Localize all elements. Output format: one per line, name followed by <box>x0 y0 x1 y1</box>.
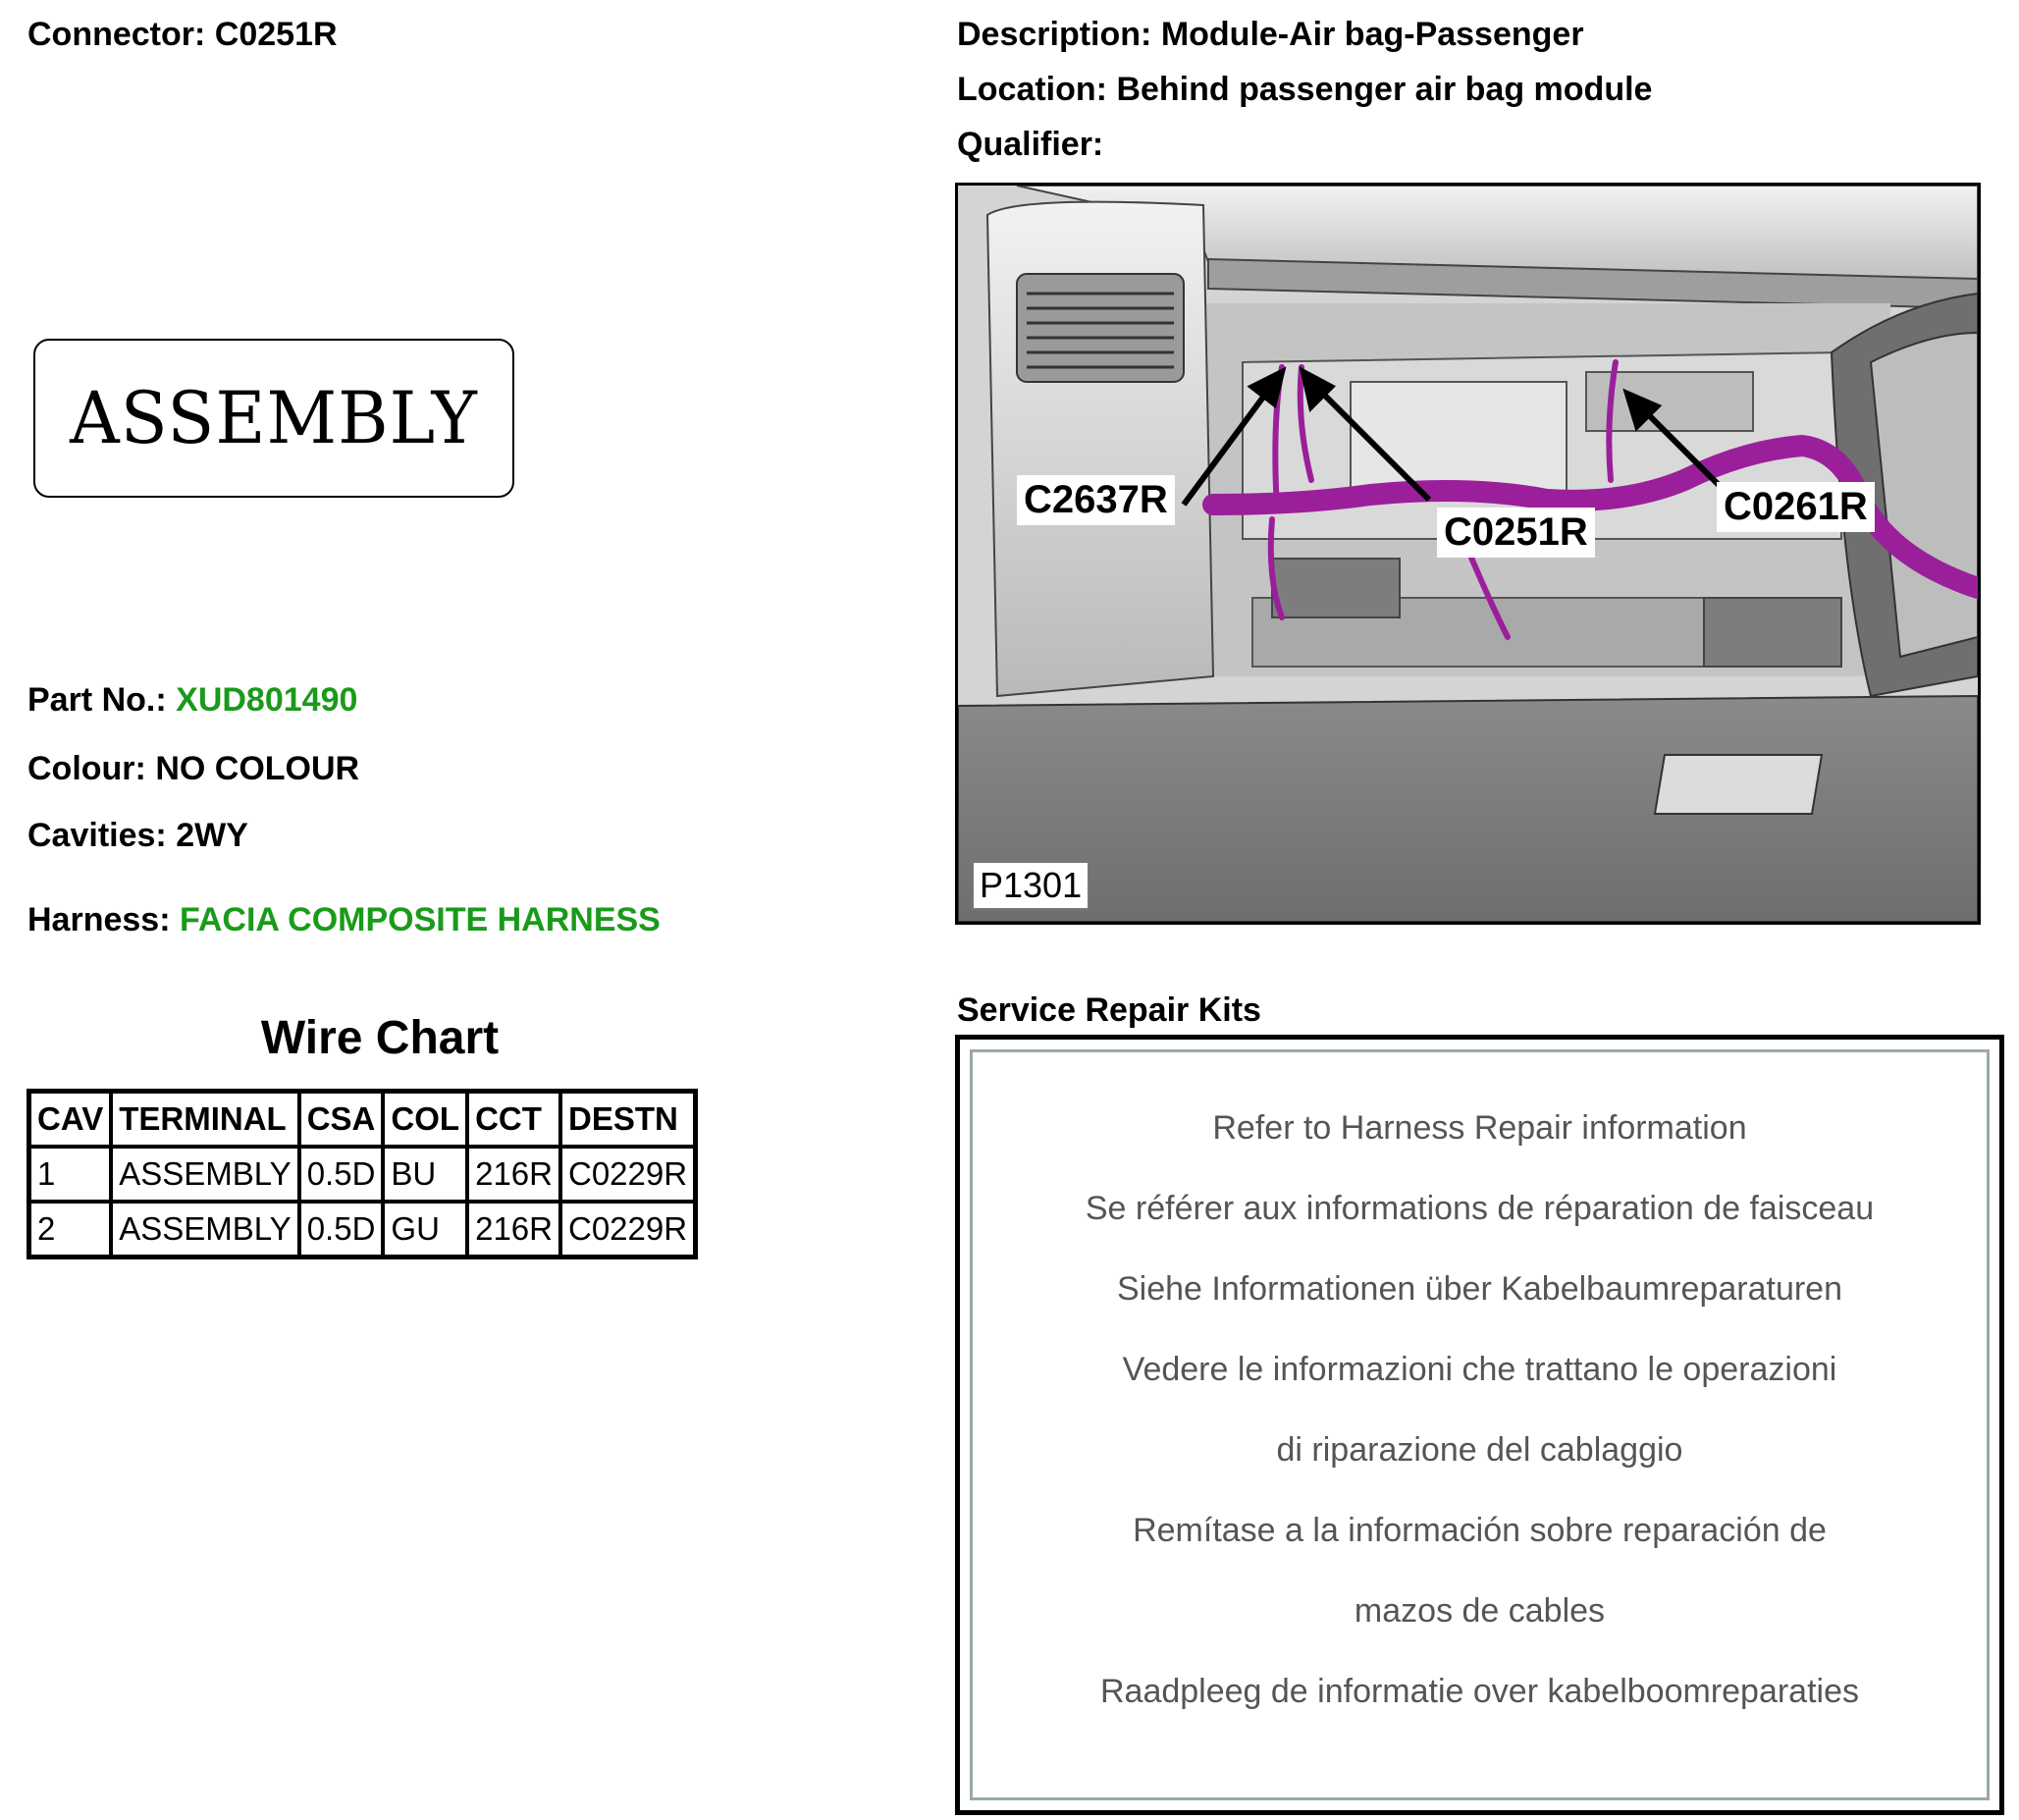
table-row <box>29 1202 696 1258</box>
part-no-link[interactable]: XUD801490 <box>176 681 358 719</box>
repair-line-it-1: Vedere le informazioni che trattano le operazioni <box>1122 1351 1837 1388</box>
cell-cct: 216R <box>467 1202 560 1258</box>
callout-c0261r: C0261R <box>1717 482 1875 532</box>
wire-chart-table <box>27 1089 698 1259</box>
header-cct: CCT <box>467 1092 560 1148</box>
connector-value: C0251R <box>214 16 338 53</box>
location-label: Location: <box>957 71 1107 108</box>
qualifier-label: Qualifier: <box>957 126 1104 163</box>
header-destn: DESTN <box>560 1092 696 1148</box>
colour-value: NO COLOUR <box>155 750 360 787</box>
cavities-line <box>27 817 248 855</box>
connector-label: Connector: <box>27 16 206 53</box>
harness-line <box>27 901 661 939</box>
cell-destn: C0229R <box>560 1202 696 1258</box>
service-repair-kits-box <box>955 1035 2004 1815</box>
assembly-text: ASSEMBLY <box>70 375 478 461</box>
cavities-label: Cavities: <box>27 817 167 854</box>
service-repair-kits-inner <box>970 1049 1990 1800</box>
description-label: Description: <box>957 16 1152 53</box>
cell-cct: 216R <box>467 1147 560 1202</box>
cell-col: GU <box>383 1202 467 1258</box>
cell-destn: C0229R <box>560 1147 696 1202</box>
repair-line-en: Refer to Harness Repair information <box>1212 1109 1747 1147</box>
cell-col: BU <box>383 1147 467 1202</box>
wire-chart-title: Wire Chart <box>260 1012 500 1064</box>
colour-line <box>27 750 359 788</box>
repair-line-it-2: di riparazione del cablaggio <box>1276 1431 1683 1469</box>
service-repair-kits-title: Service Repair Kits <box>957 991 1261 1029</box>
cell-csa: 0.5D <box>299 1147 384 1202</box>
part-no-line <box>27 681 357 720</box>
table-row <box>29 1147 696 1202</box>
repair-line-es-2: mazos de cables <box>1354 1592 1606 1630</box>
cell-cav: 2 <box>29 1202 112 1258</box>
repair-line-es-1: Remítase a la información sobre reparación de <box>1133 1512 1827 1549</box>
header-csa: CSA <box>299 1092 384 1148</box>
cell-csa: 0.5D <box>299 1202 384 1258</box>
harness-link[interactable]: FACIA COMPOSITE HARNESS <box>179 901 661 938</box>
header-col: COL <box>383 1092 467 1148</box>
cavities-value: 2WY <box>176 817 248 854</box>
repair-line-fr: Se référer aux informations de réparation de faisceau <box>1085 1190 1875 1227</box>
header-cav: CAV <box>29 1092 112 1148</box>
callout-c0251r: C0251R <box>1437 508 1595 558</box>
colour-label: Colour: <box>27 750 146 787</box>
location-value: Behind passenger air bag module <box>1116 71 1653 108</box>
callout-c2637r: C2637R <box>1017 475 1175 525</box>
location-photo <box>955 183 1981 925</box>
assembly-box <box>33 339 514 498</box>
cell-terminal: ASSEMBLY <box>111 1202 298 1258</box>
location-line <box>957 71 1652 109</box>
description-line <box>957 16 1584 54</box>
cell-terminal: ASSEMBLY <box>111 1147 298 1202</box>
repair-line-de: Siehe Informationen über Kabelbaumreparaturen <box>1116 1270 1843 1308</box>
cell-cav: 1 <box>29 1147 112 1202</box>
photo-plate-id: P1301 <box>972 861 1089 910</box>
wire-chart-header-row <box>29 1092 696 1148</box>
harness-label: Harness: <box>27 901 171 938</box>
connector-line <box>27 16 338 54</box>
part-no-label: Part No.: <box>27 681 167 719</box>
header-terminal: TERMINAL <box>111 1092 298 1148</box>
repair-line-nl: Raadpleeg de informatie over kabelboomreparaties <box>1099 1673 1860 1710</box>
qualifier-line <box>957 126 1103 164</box>
description-value: Module-Air bag-Passenger <box>1160 16 1584 53</box>
